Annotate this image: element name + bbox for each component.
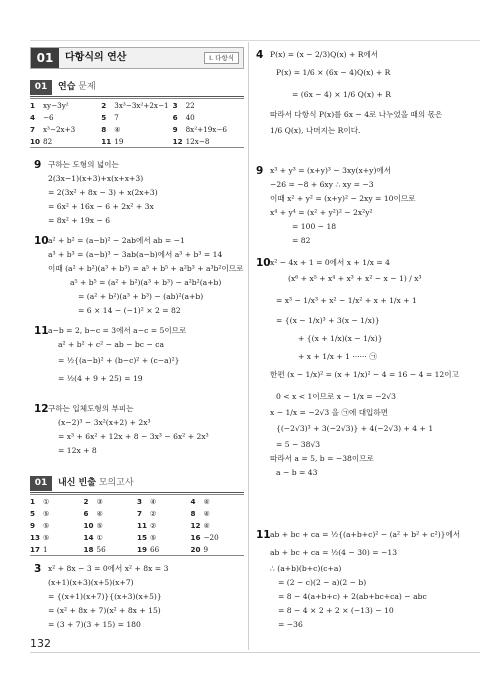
solution-line: a − b = 43	[276, 468, 318, 477]
practice-cell	[101, 101, 172, 110]
exam-cell	[30, 509, 84, 518]
problem-number: 10	[256, 257, 271, 269]
exam-cell	[137, 509, 191, 518]
solution-line: = {(x+1)(x+7)}{(x+3)(x+5)}	[48, 592, 162, 601]
answer-value: ②	[150, 520, 157, 530]
exam-cell	[84, 497, 138, 506]
answer-number: 15	[137, 532, 148, 542]
chapter-tag: Ⅰ. 다항식	[204, 52, 239, 64]
solution-line: = 6 × 14 − (−1)² × 2 = 82	[78, 306, 181, 315]
solution-line: a² + b² + c² − ab − bc − ca	[58, 340, 165, 349]
exam-cell	[191, 497, 245, 506]
exam-answer-grid	[30, 494, 244, 556]
solution-line: 1/6 Q(x), 나머지는 R이다.	[270, 126, 361, 135]
solution-line: = ½(4 + 9 + 25) = 19	[58, 374, 143, 383]
answer-value: 7	[114, 112, 119, 122]
answer-number: 9	[172, 124, 178, 134]
solution-line: x² + 8x − 3 = 0에서 x² + 8x = 3	[48, 564, 169, 573]
answer-number: 2	[101, 100, 107, 110]
solution-line: = 8x² + 19x − 6	[48, 216, 111, 225]
solution-line: a−b = 2, b−c = 3에서 a−c = 5이므로	[48, 326, 187, 335]
solution-line: x⁴ + y⁴ = (x² + y²)² − 2x²y²	[270, 208, 373, 217]
practice-row	[30, 123, 244, 135]
top-rule	[30, 40, 480, 41]
solution-line: x − 1/x = −2√3 을 ㉠에 대입하면	[270, 408, 389, 417]
problem-number: 3	[34, 563, 42, 575]
answer-value: ③	[96, 496, 103, 506]
solution-line: P(x) = 1/6 × (6x − 4)Q(x) + R	[276, 68, 391, 77]
answer-value: ⑤	[43, 532, 50, 542]
exam-cell	[137, 533, 191, 542]
problem-number: 11	[256, 529, 271, 541]
answer-number: 4	[30, 112, 36, 122]
answer-value: 40	[185, 112, 195, 122]
answer-number: 12	[172, 136, 183, 146]
answer-number: 11	[137, 520, 148, 530]
exam-row	[30, 495, 244, 507]
answer-value: ①	[43, 496, 50, 506]
solution-line: = 8 − 4 × 2 + 2 × (−13) − 10	[278, 606, 394, 615]
exam-section-title: 내신 빈출	[58, 478, 96, 488]
answer-number: 19	[137, 544, 148, 554]
answer-number: 9	[30, 520, 36, 530]
column-divider	[248, 42, 249, 650]
exam-cell	[84, 521, 138, 530]
chapter-title: 다항식의 연산	[65, 52, 127, 63]
exam-cell	[137, 545, 191, 554]
page-number: 132	[30, 637, 51, 650]
answer-number: 3	[137, 496, 143, 506]
answer-number: 1	[30, 496, 36, 506]
solution-line: 한편 (x − 1/x)² = (x + 1/x)² − 4 = 16 − 4 = 12이고	[270, 370, 459, 379]
problem-number: 12	[34, 403, 49, 415]
solution-line: = (x² + 8x + 7)(x² + 8x + 15)	[48, 606, 161, 615]
answer-number: 16	[190, 532, 201, 542]
practice-cell	[173, 137, 244, 146]
exam-cell	[191, 509, 245, 518]
practice-section-header	[30, 80, 244, 95]
exam-section-subtitle: 모의고사	[98, 478, 134, 488]
problem-number: 9	[34, 159, 42, 171]
solution-line: P(x) = (x − 2/3)Q(x) + R에서	[270, 50, 379, 59]
exam-cell	[30, 533, 84, 542]
answer-value: 8x²+19x−6	[185, 124, 227, 134]
solution-line: (x⁶ + x⁵ + x⁴ + x³ + x² − x − 1) / x³	[288, 274, 422, 283]
practice-cell	[30, 113, 101, 122]
practice-cell	[30, 101, 101, 110]
exam-cell	[84, 509, 138, 518]
answer-number: 2	[83, 496, 89, 506]
exam-cell	[84, 533, 138, 542]
answer-value: 3x³−3x²+2x−1	[114, 100, 169, 110]
solution-line: = x³ + 6x² + 12x + 8 − 3x³ − 6x² + 2x³	[58, 432, 209, 441]
answer-value: 9	[203, 544, 209, 554]
practice-cell	[173, 125, 244, 134]
practice-row	[30, 135, 244, 147]
practice-section-number: 01	[30, 80, 52, 95]
solution-line: 2(3x−1)(x+3)+x(x+x+3)	[48, 174, 144, 183]
solution-line: 구하는 입체도형의 부피는	[48, 404, 134, 413]
practice-row	[30, 111, 244, 123]
solution-line: = (2 − c)(2 − a)(2 − b)	[278, 578, 367, 587]
solution-line: = 12x + 8	[58, 446, 97, 455]
solution-line: a⁵ + b⁵ = (a² + b²)(a³ + b³) − a²b²(a+b)	[70, 278, 222, 287]
solution-line: = ½{(a−b)² + (b−c)² + (c−a)²}	[58, 356, 180, 365]
solution-line: = 8 − 4(a+b+c) + 2(ab+bc+ca) − abc	[278, 592, 427, 601]
answer-value: ⑤	[96, 520, 103, 530]
answer-value: ②	[150, 508, 157, 518]
practice-cell	[101, 137, 172, 146]
answer-number: 7	[30, 124, 36, 134]
answer-value: ⑤	[150, 532, 157, 542]
solution-line: a³ + b³ = (a−b)³ − 3ab(a−b)에서 a³ + b³ = 14	[48, 250, 223, 259]
answer-number: 10	[30, 136, 41, 146]
answer-number: 8	[101, 124, 107, 134]
answer-number: 8	[190, 508, 196, 518]
answer-value: ⑤	[43, 508, 50, 518]
solution-line: = x³ − 1/x³ + x² − 1/x² + x + 1/x + 1	[276, 296, 417, 305]
problem-number: 10	[34, 235, 49, 247]
answer-value: 12x−8	[185, 136, 210, 146]
solution-line: = −36	[278, 620, 303, 629]
exam-cell	[137, 497, 191, 506]
answer-number: 17	[30, 544, 41, 554]
problem-number: 4	[256, 49, 264, 61]
solution-line: ab + bc + ca = ½(4 − 30) = −13	[270, 548, 398, 557]
answer-number: 11	[101, 136, 112, 146]
exam-row	[30, 519, 244, 531]
answer-value: 19	[114, 136, 124, 146]
solution-line: 따라서 a = 5, b = −38이므로	[270, 454, 374, 463]
practice-section-subtitle: 문제	[78, 82, 96, 92]
solution-line: + {(x + 1/x)(x − 1/x)}	[298, 334, 383, 343]
solution-line: = 2(3x² + 8x − 3) + x(2x+3)	[48, 188, 158, 197]
answer-number: 7	[137, 508, 143, 518]
practice-section-title: 연습	[58, 82, 76, 92]
solution-line: = (a² + b²)(a³ + b³) − (ab)²(a+b)	[78, 292, 204, 301]
solution-line: 이때 x² + y² = (x+y)² − 2xy = 10이므로	[270, 194, 416, 203]
answer-value: 66	[150, 544, 160, 554]
answer-number: 20	[190, 544, 201, 554]
practice-cell	[101, 113, 172, 122]
answer-value: xy−3y²	[43, 100, 69, 110]
answer-value: 56	[96, 544, 106, 554]
solution-line: x² − 4x + 1 = 0에서 x + 1/x = 4	[270, 258, 390, 267]
solution-line: 이때 (a² + b²)(a³ + b³) = a⁵ + b⁵ + a²b³ + a³b²이므로	[48, 264, 244, 273]
answer-number: 4	[190, 496, 196, 506]
solution-line: {(−2√3)³ + 3(−2√3)} + 4(−2√3) + 4 + 1	[276, 424, 434, 433]
solution-line: = (6x − 4) × 1/6 Q(x) + R	[292, 90, 392, 99]
answer-value: 1	[43, 544, 48, 554]
answer-number: 5	[101, 112, 107, 122]
practice-cell	[173, 101, 244, 110]
practice-row	[30, 99, 244, 111]
answer-value: ④	[203, 520, 210, 530]
solution-line: a² + b² = (a−b)² − 2ab에서 ab = −1	[48, 236, 185, 245]
solution-line: x³ + y³ = (x+y)³ − 3xy(x+y)에서	[270, 166, 392, 175]
practice-cell	[30, 137, 101, 146]
solution-line: = 82	[292, 236, 311, 245]
answer-value: ④	[203, 496, 210, 506]
solution-line: ∴ (a+b)(b+c)(c+a)	[270, 564, 342, 573]
exam-row	[30, 507, 244, 519]
chapter-header	[30, 47, 244, 69]
solution-line: ab + bc + ca = ½{(a+b+c)² − (a² + b² + c²)}에서	[270, 530, 461, 539]
exam-cell	[30, 521, 84, 530]
solution-line: 구하는 도형의 넓이는	[48, 160, 119, 169]
answer-number: 6	[83, 508, 89, 518]
bottom-rule	[30, 652, 480, 653]
solution-line: −26 = −8 + 6xy ∴ xy = −3	[270, 180, 374, 189]
solution-line: + x + 1/x + 1 ······ ㉠	[298, 352, 377, 361]
answer-number: 12	[190, 520, 201, 530]
solution-line: = (3 + 7)(3 + 15) = 180	[48, 620, 141, 629]
problem-number: 11	[34, 325, 49, 337]
solution-line: = 100 − 18	[292, 222, 337, 231]
answer-value: x³−2x+3	[43, 124, 76, 134]
answer-number: 6	[172, 112, 178, 122]
exam-row	[30, 531, 244, 543]
problem-number: 9	[256, 165, 264, 177]
answer-value: ①	[96, 532, 103, 542]
answer-value: 82	[43, 136, 53, 146]
answer-number: 3	[172, 100, 178, 110]
practice-cell	[173, 113, 244, 122]
solution-line: = 6x² + 16x − 6 + 2x² + 3x	[48, 202, 154, 211]
exam-cell	[84, 545, 138, 554]
chapter-number: 01	[31, 48, 59, 68]
answer-number: 13	[30, 532, 41, 542]
answer-value: −6	[43, 112, 54, 122]
exam-cell	[191, 545, 245, 554]
answer-value: ④	[114, 124, 121, 134]
solution-line: = 5 − 38√3	[276, 440, 321, 449]
exam-row	[30, 543, 244, 555]
solution-line: (x+1)(x+3)(x+5)(x+7)	[48, 578, 134, 587]
practice-cell	[30, 125, 101, 134]
solution-line: 0 < x < 1이므로 x − 1/x = −2√3	[276, 392, 396, 401]
solution-line: 따라서 다항식 P(x)를 6x − 4로 나누었을 때의 몫은	[270, 110, 443, 119]
exam-cell	[191, 521, 245, 530]
exam-cell	[30, 545, 84, 554]
answer-number: 14	[83, 532, 94, 542]
exam-cell	[30, 497, 84, 506]
answer-value: ④	[96, 508, 103, 518]
solution-line: (x−2)³ − 3x²(x+2) + 2x³	[58, 418, 151, 427]
answer-value: ④	[203, 508, 210, 518]
answer-value: −20	[203, 532, 219, 542]
exam-cell	[191, 533, 245, 542]
answer-number: 1	[30, 100, 36, 110]
practice-answer-grid	[30, 98, 244, 148]
exam-section-number: 01	[30, 476, 52, 491]
exam-cell	[137, 521, 191, 530]
exam-section-header	[30, 476, 244, 491]
answer-value: ⑤	[43, 520, 50, 530]
answer-number: 18	[83, 544, 94, 554]
answer-value: ④	[150, 496, 157, 506]
answer-value: 22	[185, 100, 195, 110]
practice-cell	[101, 125, 172, 134]
answer-number: 10	[83, 520, 94, 530]
solution-line: = {(x − 1/x)³ + 3(x − 1/x)}	[276, 316, 380, 325]
answer-number: 5	[30, 508, 36, 518]
